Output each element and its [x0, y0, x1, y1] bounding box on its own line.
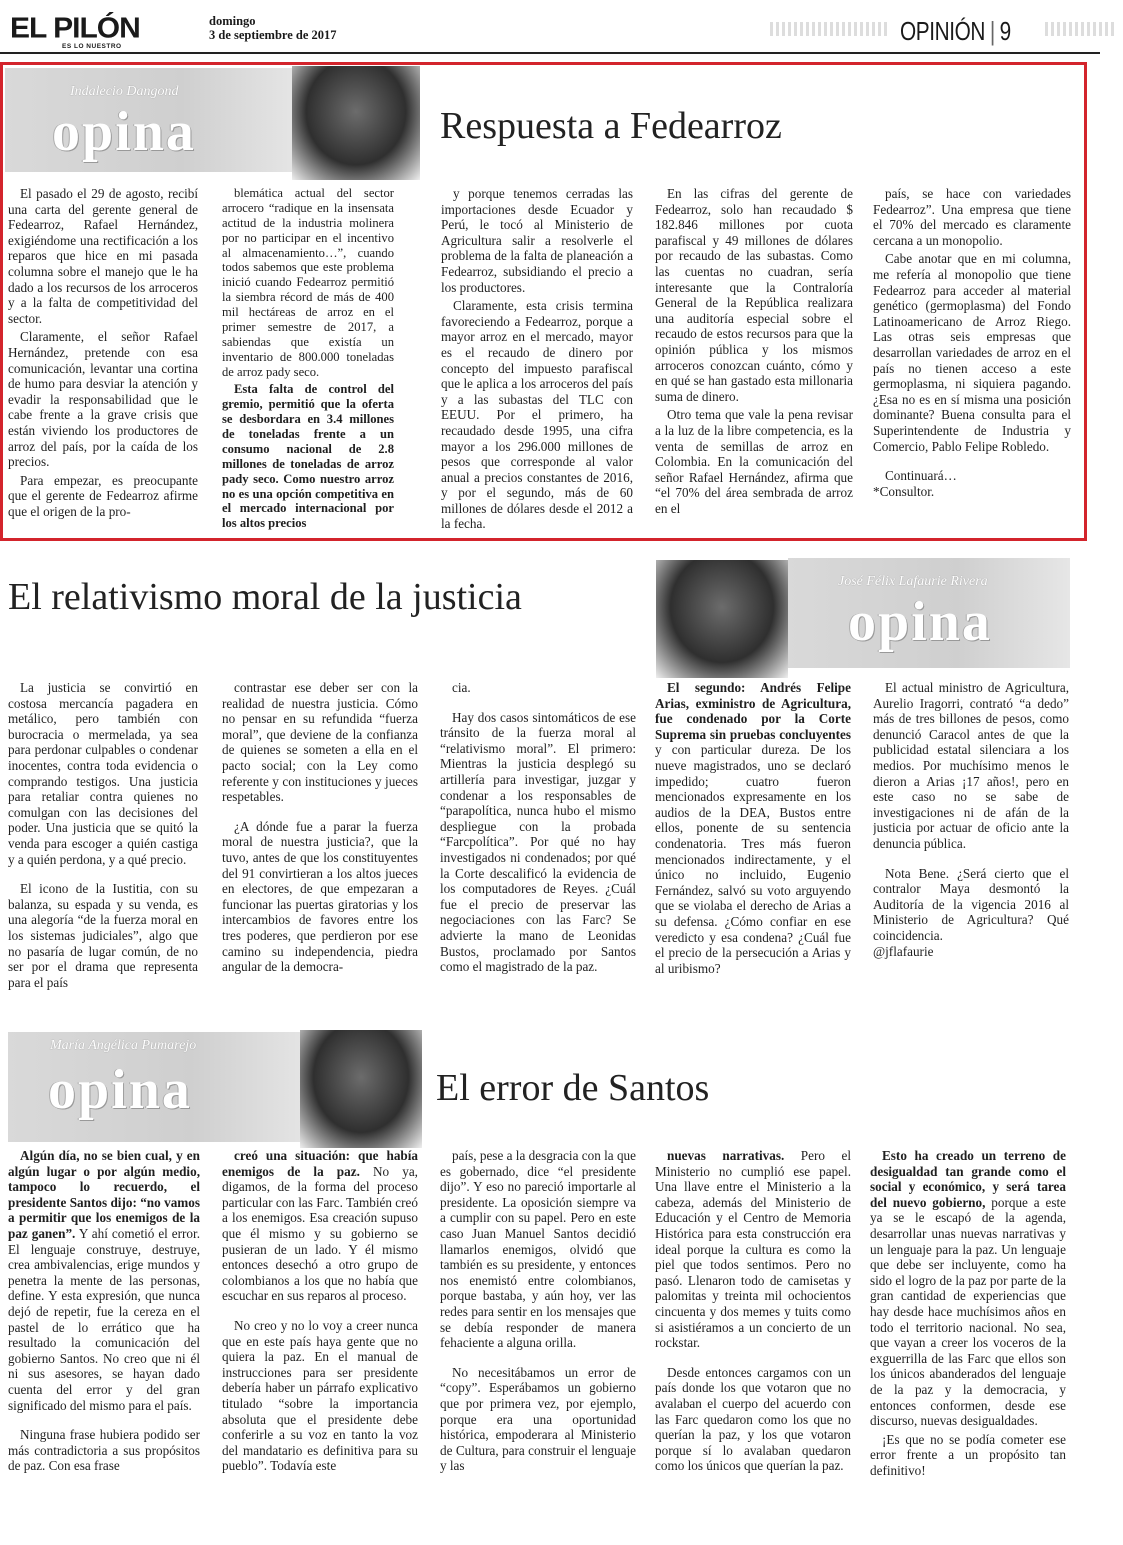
- article-column: [8, 1148, 200, 1528]
- issue-date: [209, 14, 337, 42]
- author-name: José Félix Lafaurie Rivera: [838, 574, 988, 589]
- section-separator: |: [989, 16, 995, 46]
- print-texture: [770, 22, 890, 36]
- column-text: El pasado el 29 de agosto, recibí una carta del gerente general de Fedearroz, Rafael Hernández, exigiéndome una rectificación a los reparos que hice en mi pasada columna sobre el manejo que le ha dado a los recursos de los arroceros y a la falta de competitividad del sector. Claramente, el señor Rafael Hernández, pretende con esa comunicación, levantar una cortina de humo para desviar la atención y evadir la responsabilidad que le cabe frente a la grave crisis que están viviendo los productores de arroz del país, por la caída de los precios. Para empezar, es preocupante que el gerente de Fedearroz afirme que el origen de la pro-: [8, 186, 198, 519]
- article-headline: Respuesta a Fedearroz: [440, 105, 782, 147]
- section-title: OPINIÓN: [900, 16, 986, 46]
- author-photo: [300, 1030, 422, 1148]
- column-text: En las cifras del gerente de Fedearroz, solo han recaudado $ 182.846 millones por cuota parafiscal y 49 millones de dólares por recaudo de las subastas. Como las cuentas no cuadran, sería interesante que la Contraloría General de la República realizara una auditoría especial sobre el recaudo de estos recursos para que la opinión pública y los mismos arroceros conozcan cuánto, cómo y en qué se han gastado esta millonaria suma de dinero. Otro tema que vale la pena revisar a la luz de la libre competencia, es la venta de semillas de arroz en Colombia. En la comunicación del señor Rafael Hernández, afirma que “el 70% del área sembrada de arroz en el: [655, 186, 853, 516]
- author-name: María Angélica Pumarejo: [50, 1038, 197, 1053]
- article-column: [8, 186, 198, 531]
- column-text: creó una situación: que había enemigos de la paz. No ya, digamos, de la forma del proceso particular con las Farc. También creó a los enemigos. Esa creación supuso que él mismo y su gobierno se pusieran de un lado. Y él mismo entonces desechó a otro grupo de colombianos a los que no había que escuchar en sus reparos al proceso. No creo y no lo voy a creer nunca que en este país haya gente que no quiera la paz. En el manual de instrucciones para ser presidente debería haber un párrafo explicativo titulado “sobre la importancia absoluta que el presidente debe conferirle a su voz en tanto la voz del mandatario es definitiva para su pueblo”. Todavía este: [222, 1148, 418, 1474]
- article-headline: El relativismo moral de la justicia: [8, 576, 522, 618]
- column-text: nuevas narrativas. Pero el Ministerio no cumplió ese papel. Una llave entre el Ministerio a la cabeza, además del Ministerio de Educación y el Centro de Memoria Histórica para esta construcción era ideal porque la cultura es como la piel que todos sentimos. Pero no pasó. Llenaron todo de camisetas y palomitas y treinta mil ochocientos cincuenta y dos memes y tuits como si asistiéramos a un concierto de un rockstar. Desde entonces cargamos con un país donde los que votaron que no avalaban el cuerpo del acuerdo con las Farc quedaron como los que no querían la paz, y los que votaron porque sí lo avalaban quedaron como los únicos que querían la paz.: [655, 1148, 851, 1474]
- newspaper-logo: EL PILÓN: [10, 12, 140, 45]
- section-header: [900, 16, 1011, 46]
- column-text: El actual ministro de Agricultura, Aurelio Iragorri, contrató “a dedo” más de tres billones de pesos, como denunció Caracol antes de que la publicidad estatal silenciara a los medios. Por muchísimo menos le dieron a Arias ¡17 años!, pero en este caso no se sabe de investigaciones ni de afán de la justicia por actuar de oficio ante la denuncia pública. Nota Bene. ¿Será cierto que el contralor Maya desmontó la Auditoría de la vigencia 2016 al Ministerio de Agricultura? Qué coincidencia. @jflafaurie: [873, 680, 1069, 959]
- article-column: [655, 186, 853, 531]
- article-column: [222, 1148, 418, 1528]
- article-column: [8, 680, 198, 998]
- article-column: [222, 186, 394, 531]
- column-text: país, se hace con variedades Fedearroz”. Una empresa que tiene el 70% del mercado es claramente cercana a un monopolio. Cabe anotar que en mi columna, me refería al monopolio que tiene Fedearroz para acceder al material genético (germoplasma) del Fondo Latinoamericano de Arroz Riego. Las otras seis empresas que desarrollan variedades de arroz en el país no tienen acceso a este germoplasma, ni siquiera pagando. ¿Esa no es en sí misma una posición dominante? Buena consulta para el Superintendente de Industria y Comercio, Pablo Felipe Robledo. Continuará… *Consultor.: [873, 186, 1071, 499]
- column-text: blemática actual del sector arrocero “radique en la insensata actitud de la industria molinera por no participar en el incentivo al almacenamiento…”, cuando todos sabemos que este problema inició cuando Fedearroz permitió la siembra récord de más de 400 mil hectáreas de arroz en el primer semestre de 2017, a sabiendas que existía un inventario de 800.000 toneladas de arroz pady seco. Esta falta de control del gremio, permitió que la oferta se desbordara en 3.4 millones de toneladas frente a un consumo nacional de 2.8 millones de toneladas de arroz pady seco. Como nuestro arroz no es una opción competitiva en el mercado internacional por los altos precios: [222, 186, 394, 531]
- article-column: [655, 1148, 851, 1528]
- issue-day: domingo: [209, 14, 256, 28]
- opina-label: opina: [52, 101, 196, 163]
- column-text: Algún día, no se bien cual, y en algún lugar o por algún medio, tampoco lo recuerdo, el presidente Santos dijo: “no vamos a permitir que los enemigos de la paz ganen”. Y ahí cometió el error. El lenguaje construye, destruye, crea ambivalencias, erige mundos y penetra la mente de las personas, define. Y esta expresión, que nunca dejó de repetir, fue la cereza en el pastel de lo errático que ha resultado la comunicación del gobierno Santos. No creo que ni él ni sus asesores, se hayan dado cuenta del error y del gran significado del mismo para el país. Ninguna frase hubiera podido ser más contradictoria a sus propósitos de paz. Con esa frase: [8, 1148, 200, 1474]
- page-number: 9: [999, 16, 1011, 46]
- column-text: y porque tenemos cerradas las importaciones desde Ecuador y Perú, le tocó al Ministerio de Agricultura salir a resolverle el problema de la falta de planeación a Fedearroz, subsidiando el precio a los productores. Claramente, esta crisis termina favoreciendo a Fedearroz, porque a mayor arroz en el mercado, mayor es el recaudo de dinero por concepto del impuesto parafiscal que le aplica a los arroceros del país y a las subastas del TLC con EEUU. Por el primero, ha recaudado desde 1995, una cifra mayor a los 296.000 millones de pesos que corresponde al valor anual a precios constantes de 2016, y por el segundo, más de 60 millones de dólares desde el 2012 a la fecha.: [441, 186, 633, 531]
- column-text: contrastar ese deber ser con la realidad de nuestra justicia. Cómo no pensar en su refundida “fuerza moral”, que deviene de la confianza de quienes se someten a ella en el pacto social; con la Ley como referente y con instituciones y jueces respetables. ¿A dónde fue a parar la fuerza moral de nuestra justicia?, que la tuvo, antes de que los constituyentes del 91 convirtieran a los altos jueces en electores, de que empezaran a funcionar las puertas giratorias y los intercambios de favores entre los tres poderes, que perdieron por ese camino su independencia, piedra angular de la democra-: [222, 680, 418, 975]
- author-name: Indalecio Dangond: [70, 84, 179, 99]
- article-column: [222, 680, 418, 998]
- print-texture: [1045, 22, 1115, 36]
- article-column: [441, 186, 633, 531]
- article-column: [870, 1148, 1066, 1528]
- article-column: [655, 680, 851, 998]
- author-photo: [656, 560, 788, 678]
- article-column: [440, 1148, 636, 1528]
- opina-label: opina: [48, 1059, 192, 1121]
- column-text: La justicia se convirtió en costosa mercancía pagadera en metálico, pero también con burocracia o mermelada, ya sea para perdonar culpables o condenar inocentes, contra toda evidencia o comprando testigos. Una justicia para retaliar contra quienes no comulgan con las decisiones del poder. Una justicia que se quitó la venda para escoger a quién castiga y a quién perdona, y a qué precio. El icono de la Iustitia, con su balanza, su espada y su venda, es una alegoría “de la fuerza moral en los sistemas judiciales”, algo que no pasaría de lugar común, de no ser por el drama que representa para el país: [8, 680, 198, 990]
- article-column: [873, 186, 1071, 531]
- masthead-rule: [0, 52, 1100, 54]
- article-column: [873, 680, 1069, 998]
- column-text: Esto ha creado un terreno de desigualdad tan grande como el social y económico, y será tarea del nuevo gobierno, porque a este ya se le escapó de la agenda, desarrollar unas nuevas narrativas y un lenguaje para la paz. Un lenguaje que debe ser incluyente, como ha sido el logro de la paz por parte de la gran cantidad de experiencias que hay desde hace muchísimos años en todo el territorio nacional. No sea, que vayan a creer los voceros de la exguerrilla de las Farc que ellos son los únicos abanderados del lenguaje de la paz y la democracia, y entonces conformen, desde ese discurso, nuevas desigualdades. ¡Es que no se podía cometer ese error frente a un propósito tan definitivo!: [870, 1148, 1066, 1478]
- article-column: [440, 680, 636, 998]
- article-headline: El error de Santos: [436, 1067, 710, 1109]
- column-text: El segundo: Andrés Felipe Arias, exministro de Agricultura, fue condenado por la Corte Suprema sin pruebas concluyentes y con particular dureza. De los nueve magistrados, uno se declaró impedido; cuatro fueron mencionados expresamente en los audios de la DEA, Bustos entre ellos, ponente de su sentencia condenatoria. Tres más fueron mencionados indirectamente, y el único no incluido, Eugenio Fernández, salvó su voto arguyendo que se violaba el derecho de Arias a su defensa. ¿Cómo confiar en ese veredicto y esa condena? ¿Cuál fue el precio de la persecución a Arias y al uribismo?: [655, 680, 851, 976]
- issue-date-text: 3 de septiembre de 2017: [209, 28, 337, 42]
- opina-label: opina: [848, 591, 992, 653]
- author-photo: [292, 66, 420, 180]
- newspaper-tagline: ES LO NUESTRO: [62, 43, 122, 50]
- column-text: cia. Hay dos casos sintomáticos de ese tránsito de la fuerza moral al “relativismo moral”. El primero: Mientras la justicia desplegó su artillería para investigar, juzgar y condenar a los responsables de “parapolítica, nunca hubo el mismo despliegue con la probada “Farcpolítica”. Por qué no hay investigados ni condenados; por qué la Corte descalificó la evidencia de los computadores de Reyes. ¿Cuál fue el precio de preservar las negociaciones con las Farc? Se advierte la mano de Leonidas Bustos, proclamado por Santos como el magistrado de la paz.: [440, 680, 636, 975]
- column-text: país, pese a la desgracia con la que es gobernado, dice “el presidente dijo”. Y eso no pareció importarle al presidente. La oposición siempre va a cumplir con su papel. Pero en este caso Juan Manuel Santos decidió llamarlos enemigos, olvidó que también es su presidente, y entonces nos enemistó entre colombianos, porque bastaba, y aún hoy, ver las redes para sentir en los mensajes que se debía responder de manera fehaciente a alguna orilla. No necesitábamos un error de “copy”. Esperábamos un gobierno que por primera vez, por ejemplo, porque era una oportunidad histórica, empoderara al Ministerio de Cultura, para construir el lenguaje y las: [440, 1148, 636, 1474]
